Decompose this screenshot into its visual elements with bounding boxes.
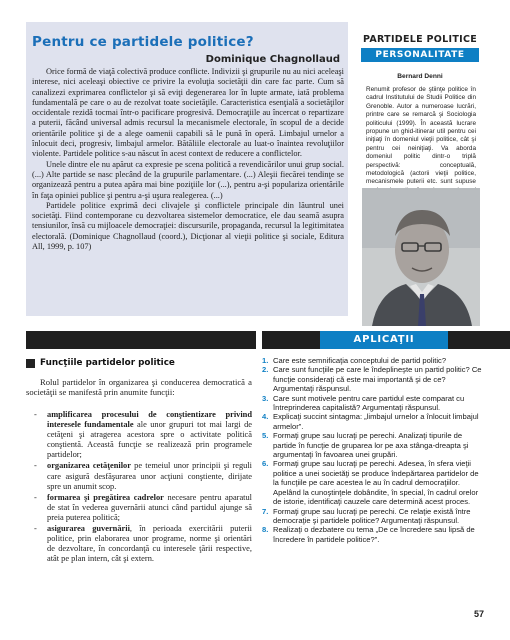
item-number: 3. (262, 393, 269, 403)
function-text: , în perioada exercitării puterii politice, prin elaborarea unor programe, norme şi orientări de dezvoltare, în concordanţă cu interesele ţării respective, atât pe plan intern, cât şi extern. (47, 524, 252, 564)
portrait-photo (362, 188, 480, 326)
intro-title: Pentru ce partidele politice? (32, 34, 254, 50)
function-term: formarea şi pregătirea cadrelor (47, 492, 164, 502)
list-item (262, 412, 484, 431)
applications-list (262, 356, 484, 544)
square-bullet-icon (26, 359, 35, 368)
item-text: Formaţi grupe sau lucraţi pe perechi. Analizaţi tipurile de partide în funcţie de gruparea lor pe axa stânga-dreapta şi argumentaţi în favoarea unei grupări. (273, 431, 469, 460)
list-item (262, 394, 484, 413)
intro-author: Dominique Chagnollaud (205, 54, 340, 65)
band-left (26, 331, 256, 349)
item-number: 1. (262, 356, 269, 365)
intro-paragraph: Unele dintre ele nu apărut ca expresie pe scena politică a revendicărilor unui grup social. (...) Alte partide se nasc plecând de la grupurile parlamentare. (...) Aleşii fiecărei tendinţe se organizează pentru a putea apăra mai bine poziţiile lor (...), pentru a-şi populariza orientările în faţa opiniei publice şi pentru a-şi uşura realegerea. (...) (32, 159, 344, 200)
profile-header (356, 22, 484, 62)
functions-title: Funcţiile partidelor politice (40, 358, 175, 368)
page-number: 57 (473, 609, 484, 619)
list-item (262, 459, 484, 506)
applications-badge: APLICAŢII (320, 331, 448, 349)
list-item (262, 431, 484, 459)
list-item: - asigurarea guvernării, în perioada exercitării puterii politice, prin elaborarea unor programe, norme şi orientări de dezvoltare, în concordanţă cu interesele ţării respective, atât pe plan intern, cât şi extern. (34, 524, 252, 564)
item-number: 6. (262, 459, 269, 469)
list-item (262, 525, 484, 544)
list-item: - amplificarea procesului de conştientizare privind interesele fundamentale ale unor grupuri tot mai largi de cetăţeni şi atragerea acestora spre o activitate politică conştientă. Această funcţie se realizează prin programele partidelor; (34, 410, 252, 460)
functions-heading (26, 358, 175, 368)
intro-body (32, 67, 344, 252)
function-text: ale unor grupuri tot mai largi de cetăţeni şi atragerea acestora spre o activitate politică conştientă. Această funcţie se realizează prin programele partidelor; (47, 420, 252, 460)
intro-paragraph: Orice formă de viaţă colectivă produce conflicte. Indivizii şi grupurile nu au nici aceleaşi interese, nici aceleaşi obiective ce privire la evoluţia societăţii din care fac parte. Cum să canalizezi exprimarea conflictelor şi să eviţi degenerarea lor în lupte armate, iată problema fundamentală pe care o au de rezolvat toate societăţile. Caracteristica esenţială a societăţilor occidentale rezidă tocmai într-o pacificare progresivă. Democraţiile au încercat o repartizare a puterii, făcând universal admis recursul la mecanismele electorale, în scopul de a decide orientările politice şi de a alege oamenii capabili să le pună în operă. Limbajul urnelor a înlocuit deci, progresiv, limbajul armelor. Bătăliile electorale au luat-o înaintea revoluţiilor violente. Partidele politice s-au născut în acest context de reducere a conflictelor. (32, 67, 344, 159)
function-text: pe temeiul unor principii şi reguli care asigură desfăşurarea unor acţiuni conştiente, dirijate spre un anumit scop. (47, 461, 253, 491)
item-number: 4. (262, 412, 269, 422)
profile-name: Bernard Denni (397, 73, 443, 80)
intro-panel (26, 22, 348, 316)
item-number: 8. (262, 525, 269, 535)
function-text: necesare pentru aparatul de stat în vederea guvernării atunci când partidul ajunge să preia puterea politică; (47, 492, 253, 522)
item-text: Formaţi grupe sau lucraţi pe perechi. Adesea, în sfera vieţii politice a unei societăţi se produce îndepărtarea partidelor de la funcţiile pe care acestea le au în cadrul democraţiilor. Apelând la cunoştinţele dobândite, în special, în cadrul orelor de istorie, identificaţi cauzele care determină acest proces. (273, 459, 479, 507)
personality-badge: PERSONALITATE (361, 48, 479, 62)
functions-intro: Rolul partidelor în organizarea şi conducerea democratică a societăţii se manifestă prin anumite funcţii: (26, 377, 252, 398)
item-text: Formaţi grupe sau lucraţi pe perechi. Ce relaţie există între democraţie şi partidele politice? Argumentaţi răspunsul. (273, 506, 471, 525)
item-text: Care sunt funcţiile pe care le îndeplineşte un partid politic? Ce funcţie consideraţi că este mai importantă şi de ce? Argumentaţi răspunsul. (273, 365, 482, 394)
function-term: asigurarea guvernării (47, 524, 130, 534)
item-text: Care sunt motivele pentru care partidul este comparat cu întreprinderea capitalistă? Argumentaţi răspunsul. (273, 393, 465, 413)
function-term: organizarea cetăţenilor (47, 461, 131, 471)
list-item (262, 365, 484, 393)
list-item: - formarea şi pregătirea cadrelor necesare pentru aparatul de stat în vederea guvernării atunci când partidul ajunge să preia puterea politică; (34, 492, 253, 522)
intro-paragraph: Partidele politice exprimă deci clivajele şi conflictele principale din lăuntrul unei societăţi. Fiind contemporane cu dezvoltarea sistemelor democratice, ele dau seamă asupra tensiunilor, însă cu mijloacele democraţiei: discursurile, propaganda, recursul la legitimitatea electorală. (Dominique Chagnollaud (coord.), Dicţionar al vieţii politice şi sociale, Editura All, 1999, p. 107) (32, 200, 344, 252)
item-number: 5. (262, 431, 269, 441)
item-number: 7. (262, 506, 269, 516)
profile-title: PARTIDELE POLITICE (362, 34, 478, 45)
list-item (262, 356, 484, 365)
function-term: amplificarea procesului de conştientizare privind interesele fundamentale (47, 410, 252, 430)
list-item (262, 507, 484, 526)
profile-bio: Renumit profesor de ştiinţe politice în cadrul Institutului de Studii Politice din Grenoble. Autor a numeroase lucrări, printre care se remarcă şi Sociologia politicului (1999). În această lucrare propune un ghid-itinerar util pentru cei iniţiaţi în domeniul vieţii politice, cât şi pentru cei neiniţiaţi. Va aborda domeniul politic dintr-o triplă perspectivă: conceptuală, metodologică (actorii vieţii politice, mecanismele puterii etc. sunt supuse (366, 86, 476, 186)
item-text: Explicaţi succint sintagma: „limbajul urnelor a înlocuit limbajul armelor”. (273, 412, 479, 431)
item-text: Realizaţi o dezbatere cu tema „De ce încredere sau lipsă de încredere în partidele politice?”. (273, 525, 475, 544)
item-text: Care este semnificaţia conceptului de partid politic? (273, 356, 447, 365)
functions-list (34, 410, 252, 565)
list-item: - organizarea cetăţenilor pe temeiul unor principii şi reguli care asigură desfăşurarea unor acţiuni conştiente, dirijate spre un anumit scop. (34, 461, 253, 491)
item-number: 2. (262, 365, 269, 375)
